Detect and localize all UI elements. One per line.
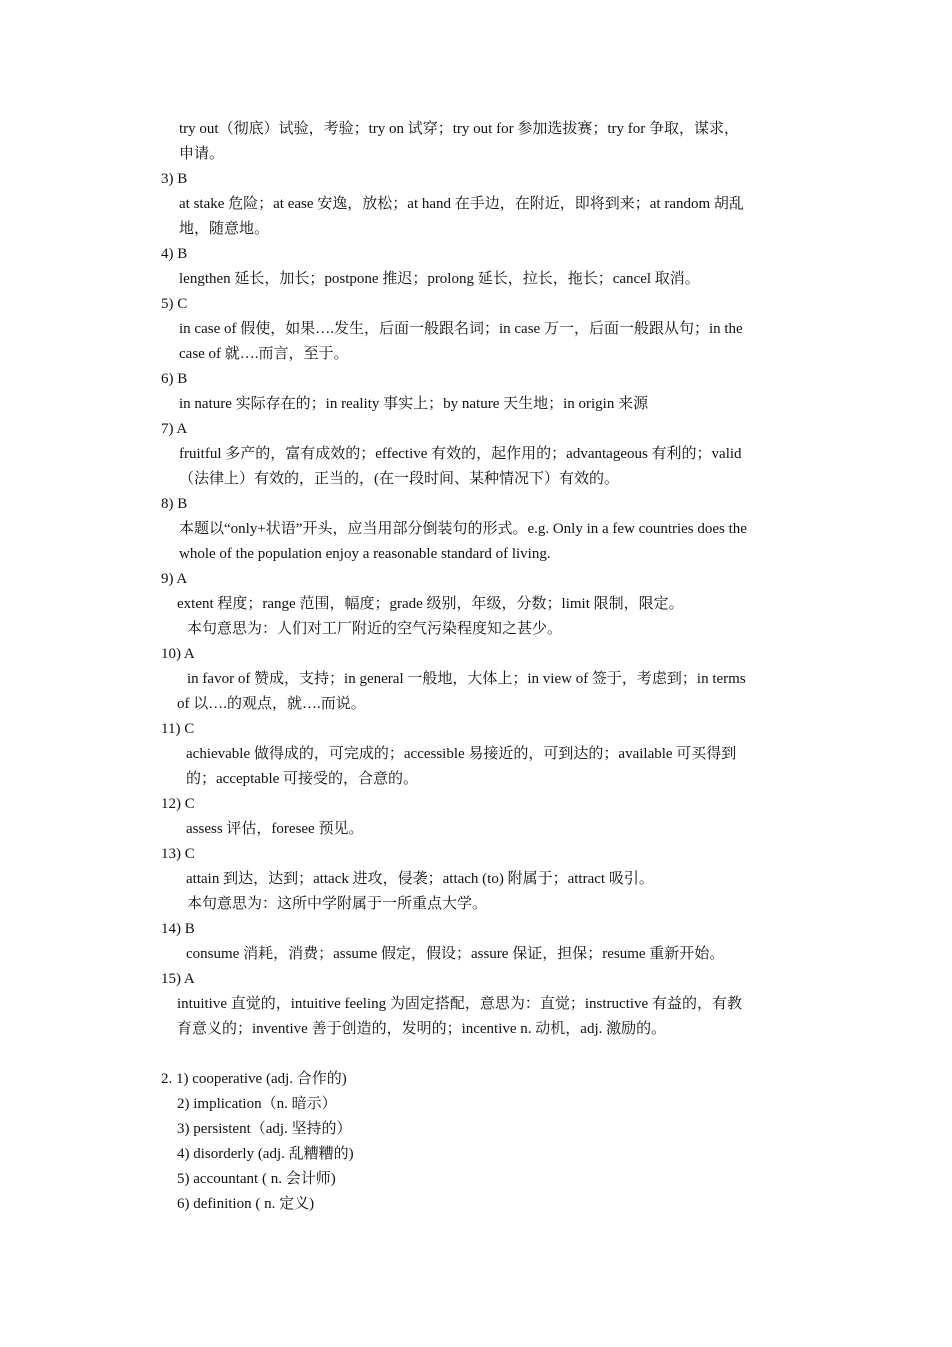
text-line: 10) A	[161, 646, 195, 662]
text-line: 3) B	[161, 171, 188, 187]
text-line: achievable 做得成的，可完成的；accessible 易接近的，可到达的；available 可买得到	[186, 746, 737, 762]
text-line: whole of the population enjoy a reasonable standard of living.	[179, 546, 551, 562]
text-line: 地，随意地。	[179, 221, 270, 237]
text-line: attain 到达，达到；attack 进攻，侵袭；attach (to) 附属于；attract 吸引。	[186, 871, 654, 887]
text-line: 申请。	[179, 146, 225, 162]
text-line: consume 消耗，消费；assume 假定，假设；assure 保证，担保；resume 重新开始。	[186, 946, 725, 962]
text-line: 5) C	[161, 296, 188, 312]
text-line: 14) B	[161, 921, 195, 937]
text-line: 7) A	[161, 421, 188, 437]
text-line: try out（彻底）试验，考验；try on 试穿；try out for 参加选拔赛；try for 争取，谋求，	[179, 121, 739, 137]
text-line: （法律上）有效的，正当的，(在一段时间、某种情况下）有效的。	[179, 471, 619, 487]
text-line: extent 程度；range 范围，幅度；grade 级别，年级，分数；limit 限制，限定。	[177, 596, 684, 612]
text-line: lengthen 延长，加长；postpone 推迟；prolong 延长，拉长，拖长；cancel 取消。	[179, 271, 700, 287]
text-line: in nature 实际存在的；in reality 事实上；by nature 天生地；in origin 来源	[179, 396, 649, 412]
text-line: 9) A	[161, 571, 188, 587]
text-line: 的；acceptable 可接受的，合意的。	[186, 771, 419, 787]
text-line: 8) B	[161, 496, 188, 512]
text-line: 2. 1) cooperative (adj. 合作的)	[161, 1071, 347, 1087]
text-line: in favor of 赞成，支持；in general 一般地，大体上；in view of 签于，考虑到；in terms	[187, 671, 746, 687]
text-line: 5) accountant ( n. 会计师)	[177, 1171, 336, 1187]
text-line: 4) B	[161, 246, 188, 262]
text-line: intuitive 直觉的，intuitive feeling 为固定搭配，意思为：直觉；instructive 有益的，有教	[177, 996, 742, 1012]
text-line: fruitful 多产的，富有成效的；effective 有效的，起作用的；advantageous 有利的；valid	[179, 446, 742, 462]
text-line: 6) B	[161, 371, 188, 387]
text-line: 本句意思为：人们对工厂附近的空气污染程度知之甚少。	[187, 621, 563, 637]
text-line: 本句意思为：这所中学附属于一所重点大学。	[187, 896, 488, 912]
text-line: 6) definition ( n. 定义)	[177, 1196, 315, 1212]
text-line: 11) C	[161, 721, 195, 737]
text-line: 3) persistent（adj. 坚持的）	[177, 1121, 352, 1137]
text-line: 13) C	[161, 846, 195, 862]
text-line: of 以….的观点，就….而说。	[177, 696, 366, 712]
text-line: at stake 危险；at ease 安逸，放松；at hand 在手边，在附近，即将到来；at random 胡乱	[179, 196, 744, 212]
text-line: 15) A	[161, 971, 195, 987]
text-line: assess 评估，foresee 预见。	[186, 821, 364, 837]
text-line: 2) implication（n. 暗示）	[177, 1096, 337, 1112]
text-line: 12) C	[161, 796, 195, 812]
text-line: 4) disorderly (adj. 乱糟糟的)	[177, 1146, 354, 1162]
text-line: in case of 假使，如果….发生，后面一般跟名词；in case 万一，后面一般跟从句；in the	[179, 321, 743, 337]
text-line: 本题以“only+状语”开头，应当用部分倒装句的形式。e.g. Only in a few countries does the	[179, 521, 747, 537]
text-line: 育意义的；inventive 善于创造的，发明的；incentive n. 动机，adj. 激励的。	[177, 1021, 667, 1037]
text-line: case of 就….而言，至于。	[179, 346, 349, 362]
